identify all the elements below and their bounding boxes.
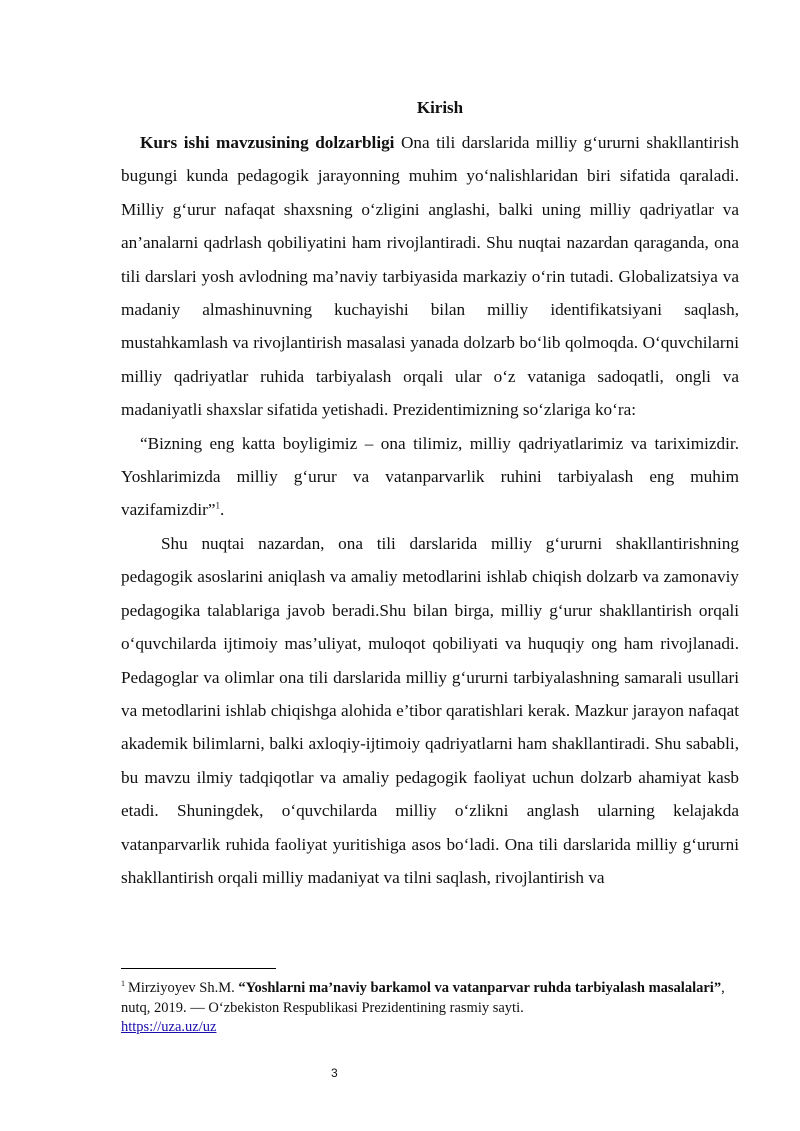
paragraph-relevance	[121, 126, 739, 427]
section-title: Kirish	[416, 98, 464, 117]
footnote-marker: 1	[121, 979, 125, 989]
footnote-link[interactable]: https://uza.uz/uz	[121, 1019, 217, 1035]
paragraph-3: Shu nuqtai nazardan, ona tili darslarida milliy g‘ururni shakllantirishning pedagogik asoslarini aniqlash va amaliy metodlarini ishlab chiqish dolzarb va zamonaviy pedagogika talablariga javob beradi.Shu bilan birga, milliy g‘urur shakllantirish orqali o‘quvchilarda ijtimoiy mas’uliyat, muloqot qobiliyati va huquqiy ong ham rivojlanadi. Pedagoglar va olimlar ona tili darslarida milliy g‘ururni tarbiyalashning samarali usullari va metodlarini ishlab chiqishga alohida e’tibor qaratishlari kerak. Mazkur jarayon nafaqat akademik bilimlarni, balki axloqiy-ijtimoiy qadriyatlarni ham shakllantiradi. Shu sababli, bu mavzu ilmiy tadqiqotlar va amaliy pedagogik faoliyat uchun dolzarb ahamiyat kasb etadi. Shuningdek, o‘quvchilarda milliy o‘zlikni anglash ularning kelajakda vatanparvarlik ruhida faoliyat yuritishiga asos bo‘ladi. Ona tili darslarida milliy g‘ururni shakllantirish orqali milliy madaniyat va tilni saqlash, rivojlantirish va	[121, 533, 739, 887]
quote-text: “Bizning eng katta boyligimiz – ona tilimiz, milliy qadriyatlarimiz va tariximizdir. Yoshlarimizda milliy g‘urur va vatanparvarlik ruhini tarbiyalash eng muhim vazifamizdir”	[121, 433, 739, 520]
footnote-reference: 1	[215, 500, 220, 511]
footnote-separator	[121, 968, 276, 969]
quote-end: .	[219, 500, 225, 520]
footnote-title: “Yoshlarni ma’naviy barkamol va vatanparvar ruhda tarbiyalash masalalari”	[238, 980, 722, 996]
president-quote	[121, 427, 739, 527]
footnote-details: , nutq, 2019. — O‘zbekiston Respublikasi Prezidentining rasmiy sayti.	[121, 980, 725, 1016]
page-number: 3	[331, 1066, 338, 1080]
paragraph-1-text: Ona tili darslarida milliy g‘ururni shakllantirish bugungi kunda pedagogik jarayonning muhim yo‘nalishlaridan biri sifatida qaraladi. Milliy g‘urur nafaqat shaxsning o‘zligini anglashi, balki uning milliy qadriyatlar va an’analarni qadrlash qobiliyatini ham rivojlantiradi. Shu nuqtai nazardan qaraganda, ona tili darslari yosh avlodning ma’naviy tarbiyasida markaziy o‘rin tutadi. Globalizatsiya va madaniy almashinuvning kuchayishi bilan milliy identifikatsiyani saqlash, mustahkamlash va rivojlantirish masalasi yanada dolzarb bo‘lib qolmoqda. O‘quvchilarni milliy qadriyatlar ruhida tarbiyalash orqali ular o‘z vataniga sadoqatli, ongli va madaniyatli shaxslar sifatida yetishadi. Prezidentimizning so‘zlariga ko‘ra:	[121, 133, 739, 420]
body-text	[121, 126, 739, 894]
relevance-heading: Kurs ishi mavzusining dolzarbligi	[140, 133, 395, 152]
footnote	[121, 979, 739, 1038]
footnote-author: Mirziyoyev Sh.M.	[128, 980, 239, 996]
